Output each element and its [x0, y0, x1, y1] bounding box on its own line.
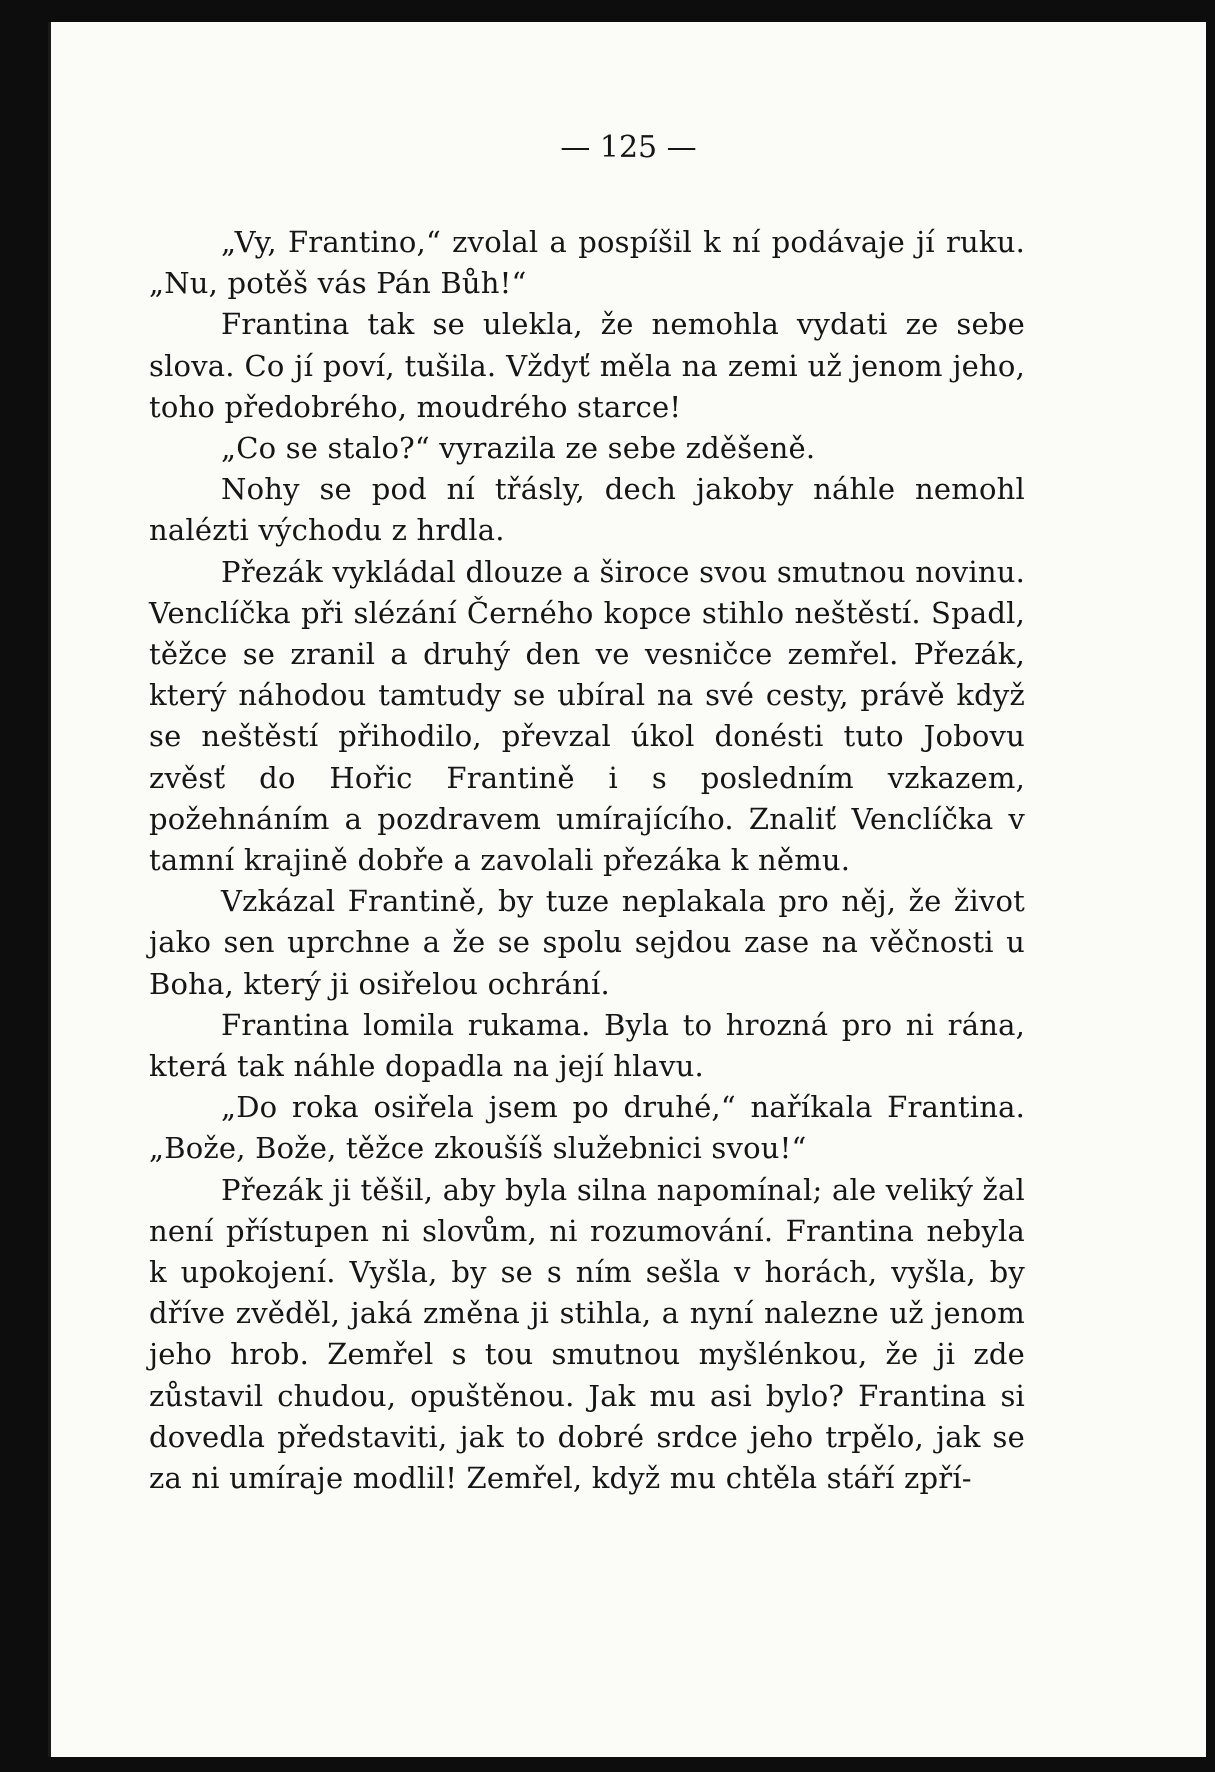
paragraph-7: Frantina lomila rukama. Byla to hrozná pro ni rána, která tak náhle dopadla na její hlavu.	[149, 1007, 1025, 1084]
paragraph-9: Přezák ji těšil, aby byla silna napomínal; ale veliký žal není přístupen ni slovům, ni rozumování. Frantina nebyla k upokojení. Vyšla, by se s ním sešla v horách, vyšla, by dříve zvěděl, jaká změna ji stihla, a nyní nalezne už jenom jeho hrob. Zemřel s tou smutnou myšlénkou, že ji zde zůstavil chudou, opuštěnou. Jak mu asi bylo? Frantina si dovedla představiti, jak to dobré srdce jeho trpělo, jak se za ni umíraje modlil! Zemřel, když mu chtěla stáří zpří-	[149, 1172, 1025, 1496]
body-text	[149, 222, 1025, 1499]
paragraph-1: „Vy, Frantino,“ zvolal a pospíšil k ní podávaje jí ruku. „Nu, potěš vás Pán Bůh!“	[149, 225, 1025, 301]
page-number: — 125 —	[560, 130, 697, 165]
paragraph-3: „Co se stalo?“ vyrazila ze sebe zděšeně.	[221, 431, 816, 466]
paragraph-6: Vzkázal Frantině, by tuze neplakala pro něj, že život jako sen uprchne a že se spolu sejdou zase na věčnosti u Boha, který ji osiřelou ochrání.	[149, 884, 1025, 1001]
paragraph-8: „Do roka osiřela jsem po druhé,“ naříkala Frantina. „Bože, Bože, těžce zkoušíš služebnici svou!“	[149, 1090, 1025, 1166]
paragraph-5: Přezák vykládal dlouze a široce svou smutnou novinu. Venclíčka při slézání Černého kopce stihlo neštěstí. Spadl, těžce se zranil a druhý den ve vesničce zemřel. Přezák, který náhodou tamtudy se ubíral na své cesty, právě když se neštěstí přihodilo, převzal úkol donésti tuto Jobovu zvěsť do Hořic Frantině i s posledním vzkazem, požehnáním a pozdravem umírajícího. Znaliť Venclíčka v tamní krajině dobře a zavolali přezáka k němu.	[149, 554, 1025, 878]
paragraph-2: Frantina tak se ulekla, že nemohla vydati ze sebe slova. Co jí poví, tušila. Vždyť měla na zemi už jenom jeho, toho předobrého, moudrého starce!	[149, 307, 1025, 424]
paragraph-4: Nohy se pod ní třásly, dech jakoby náhle nemohl nalézti východu z hrdla.	[149, 472, 1025, 548]
book-page	[48, 22, 1206, 1757]
